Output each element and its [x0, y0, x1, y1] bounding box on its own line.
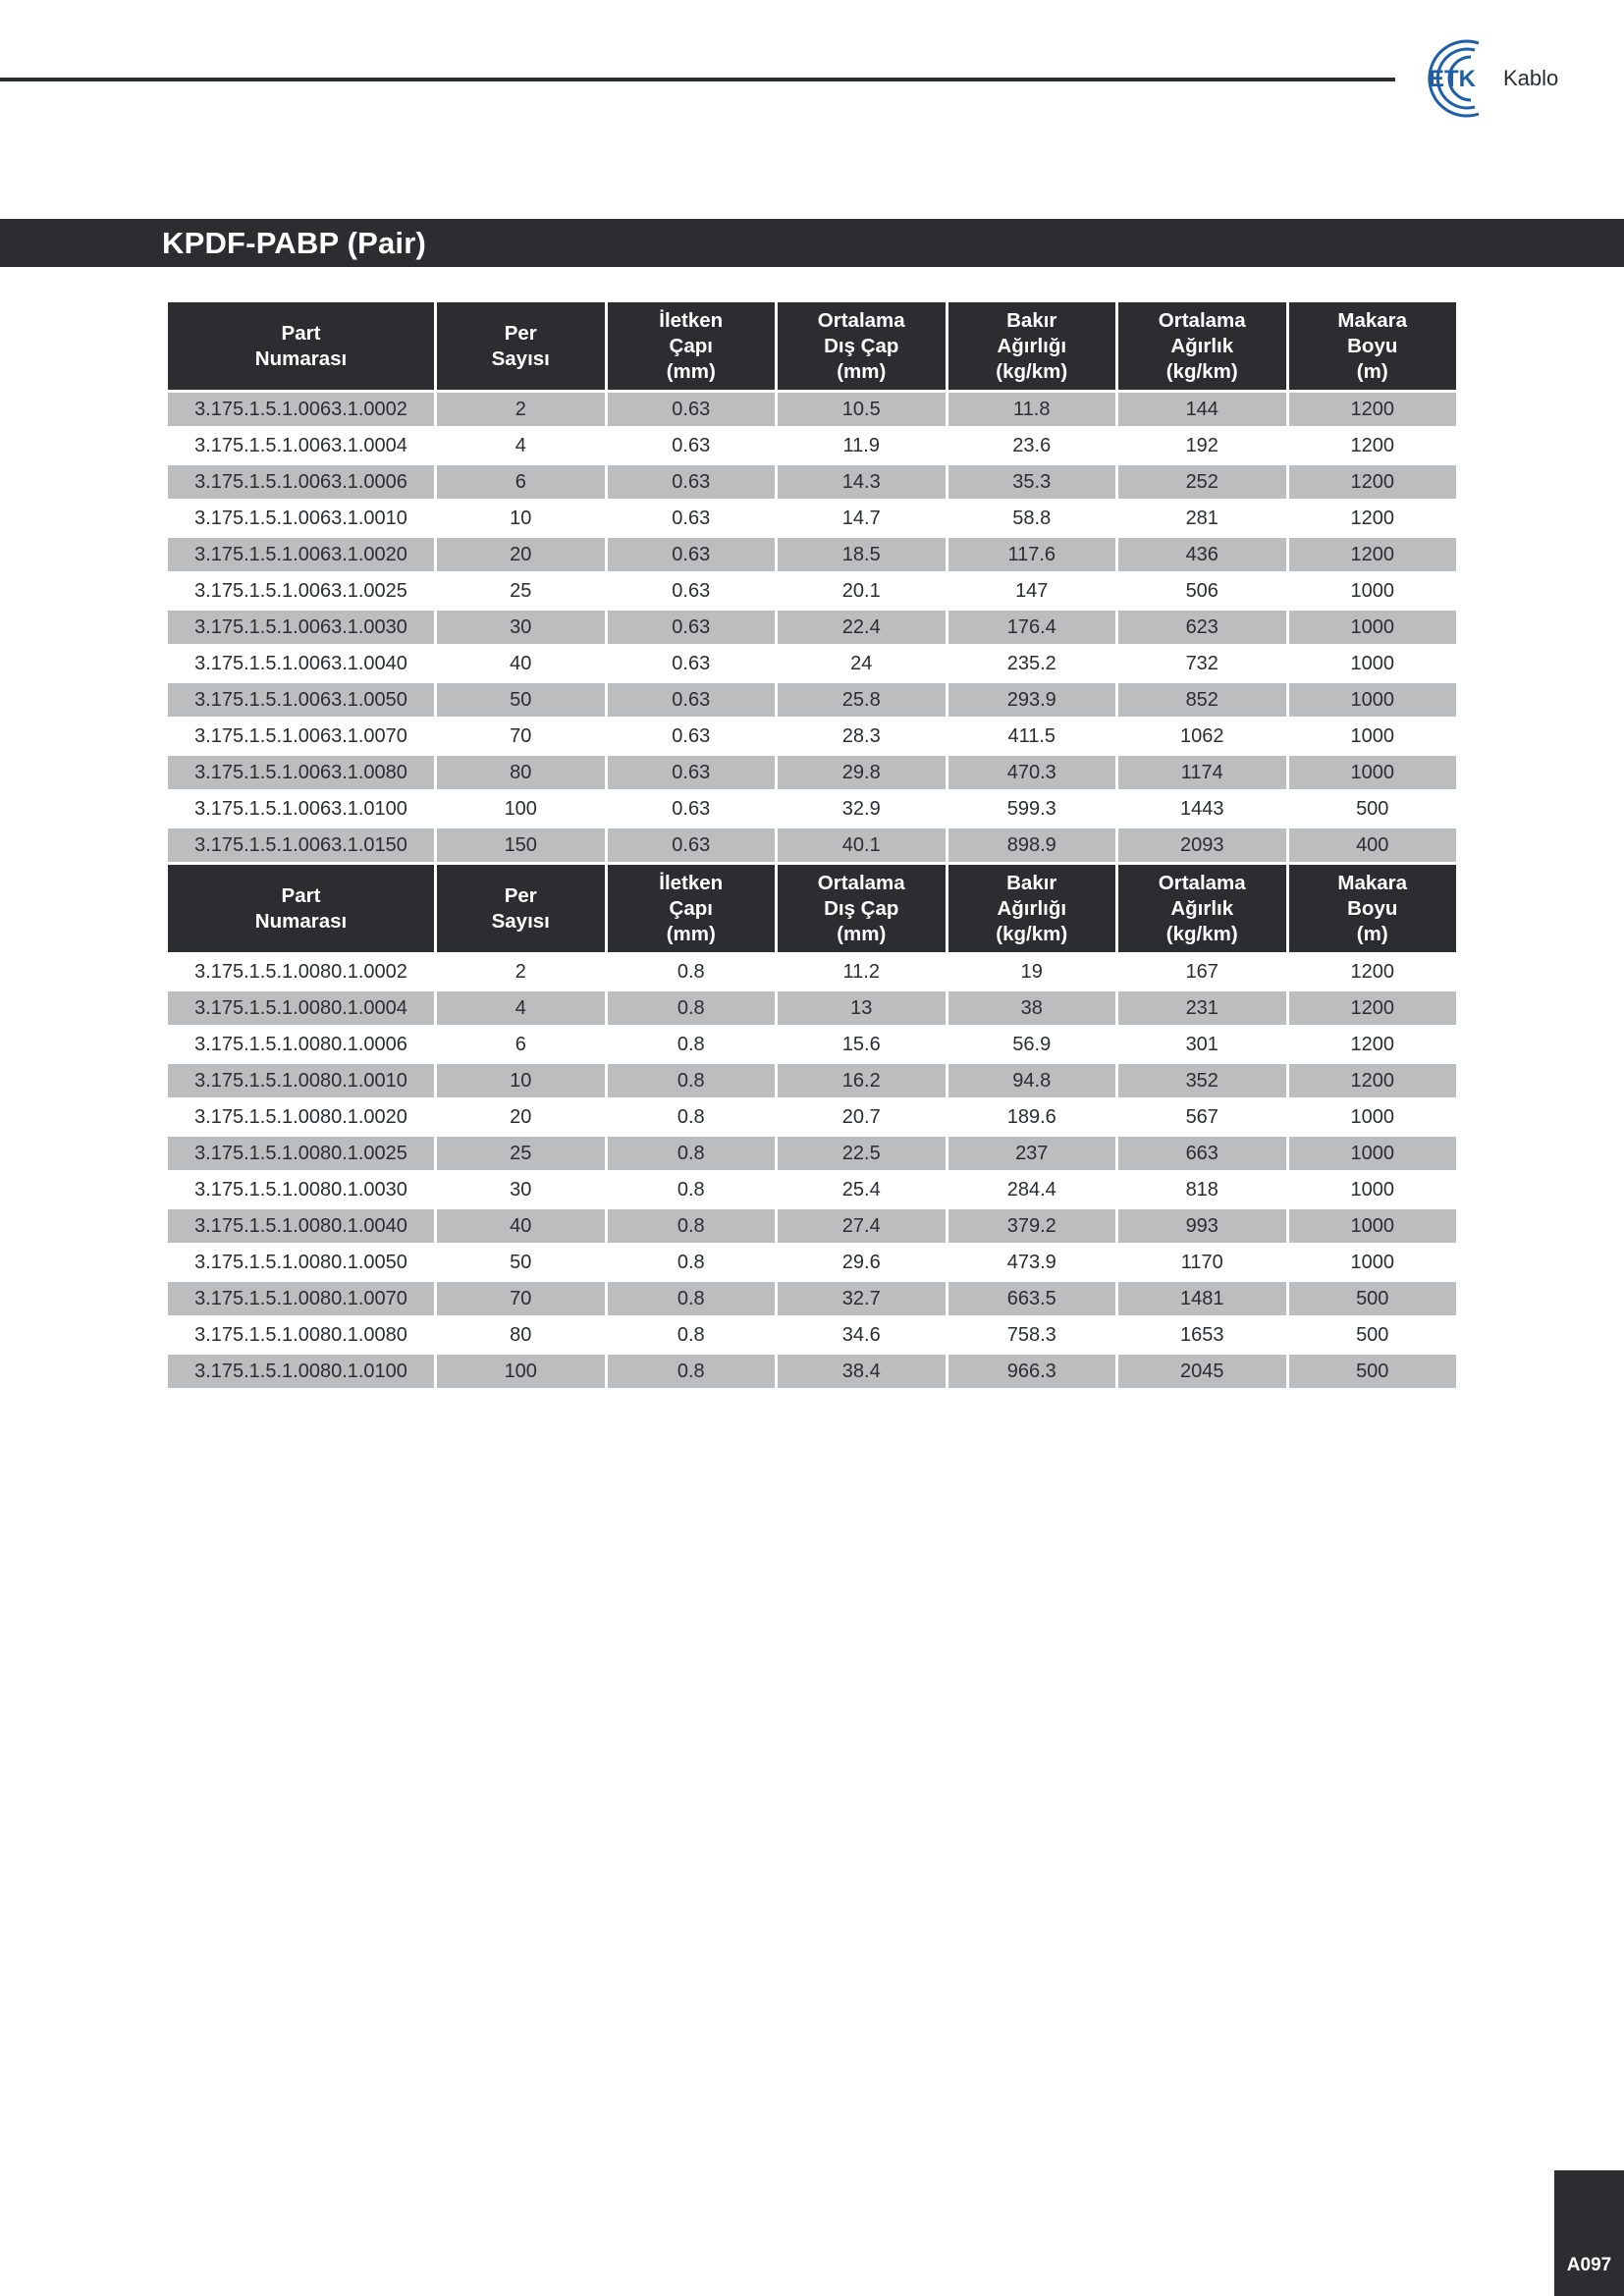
cell-pair-count: 150 [437, 828, 605, 862]
column-header-conductor-diameter [608, 302, 776, 390]
cell-outer-diameter: 38.4 [778, 1355, 946, 1388]
cell-pair-count: 25 [437, 574, 605, 608]
column-header-conductor-diameter [608, 865, 776, 952]
cell-average-weight: 818 [1118, 1173, 1286, 1206]
cell-part-number: 3.175.1.5.1.0080.1.0080 [168, 1318, 434, 1352]
cell-copper-weight: 58.8 [948, 502, 1116, 535]
cell-part-number: 3.175.1.5.1.0063.1.0010 [168, 502, 434, 535]
cell-reel-length: 1000 [1289, 647, 1457, 680]
table-row [168, 1355, 1456, 1388]
cell-outer-diameter: 20.1 [778, 574, 946, 608]
cell-conductor-diameter: 0.8 [608, 1173, 776, 1206]
column-header-line: Boyu [1347, 896, 1398, 920]
column-header-outer-diameter [778, 865, 946, 952]
cell-reel-length: 1000 [1289, 1137, 1457, 1170]
cell-part-number: 3.175.1.5.1.0080.1.0020 [168, 1100, 434, 1134]
column-header-line: (mm) [837, 922, 887, 945]
cell-conductor-diameter: 0.63 [608, 574, 776, 608]
cell-copper-weight: 38 [948, 991, 1116, 1025]
column-header-part-number [168, 865, 434, 952]
column-header-line: Dış Çap [824, 896, 899, 920]
cell-part-number: 3.175.1.5.1.0080.1.0050 [168, 1246, 434, 1279]
cell-conductor-diameter: 0.63 [608, 720, 776, 753]
cell-copper-weight: 284.4 [948, 1173, 1116, 1206]
column-header-line: (kg/km) [996, 359, 1068, 383]
cell-copper-weight: 11.8 [948, 393, 1116, 426]
page-title: KPDF-PABP (Pair) [162, 226, 427, 260]
cell-reel-length: 1200 [1289, 465, 1457, 499]
cell-conductor-diameter: 0.8 [608, 1209, 776, 1243]
table-row [168, 393, 1456, 426]
cell-average-weight: 1653 [1118, 1318, 1286, 1352]
cell-average-weight: 1062 [1118, 720, 1286, 753]
cell-conductor-diameter: 0.63 [608, 647, 776, 680]
column-header-line: (mm) [666, 359, 716, 383]
cell-pair-count: 10 [437, 502, 605, 535]
column-header-line: Boyu [1347, 334, 1398, 357]
column-header-line: (m) [1356, 359, 1388, 383]
column-header-line: (m) [1356, 922, 1388, 945]
column-header-line: Ortalama [1158, 871, 1246, 894]
cell-average-weight: 1443 [1118, 792, 1286, 826]
cell-average-weight: 252 [1118, 465, 1286, 499]
cell-reel-length: 1000 [1289, 720, 1457, 753]
cell-conductor-diameter: 0.63 [608, 828, 776, 862]
cell-outer-diameter: 40.1 [778, 828, 946, 862]
table-row [168, 1137, 1456, 1170]
cell-outer-diameter: 34.6 [778, 1318, 946, 1352]
cell-outer-diameter: 32.9 [778, 792, 946, 826]
cell-reel-length: 1200 [1289, 538, 1457, 571]
cell-copper-weight: 758.3 [948, 1318, 1116, 1352]
table-row [168, 647, 1456, 680]
cell-pair-count: 2 [437, 955, 605, 988]
cell-copper-weight: 470.3 [948, 756, 1116, 789]
cell-part-number: 3.175.1.5.1.0063.1.0150 [168, 828, 434, 862]
column-header-line: Ağırlık [1170, 896, 1234, 920]
cell-outer-diameter: 22.5 [778, 1137, 946, 1170]
title-band [0, 219, 1624, 267]
column-header-line: Part [281, 321, 321, 345]
cell-reel-length: 1200 [1289, 502, 1457, 535]
cell-copper-weight: 293.9 [948, 683, 1116, 717]
column-header-line: (kg/km) [996, 922, 1068, 945]
table-row [168, 574, 1456, 608]
cell-conductor-diameter: 0.63 [608, 756, 776, 789]
column-header-line: Ağırlığı [997, 896, 1067, 920]
cell-copper-weight: 966.3 [948, 1355, 1116, 1388]
cell-part-number: 3.175.1.5.1.0080.1.0004 [168, 991, 434, 1025]
cell-reel-length: 500 [1289, 1318, 1457, 1352]
table-row [168, 792, 1456, 826]
cell-outer-diameter: 28.3 [778, 720, 946, 753]
page-tab [1554, 2170, 1624, 2296]
cell-average-weight: 732 [1118, 647, 1286, 680]
cell-copper-weight: 663.5 [948, 1282, 1116, 1315]
cell-part-number: 3.175.1.5.1.0063.1.0080 [168, 756, 434, 789]
cell-copper-weight: 599.3 [948, 792, 1116, 826]
cell-conductor-diameter: 0.63 [608, 538, 776, 571]
cell-conductor-diameter: 0.63 [608, 393, 776, 426]
table-row [168, 611, 1456, 644]
cell-pair-count: 6 [437, 1028, 605, 1061]
column-header-line: Part [281, 883, 321, 907]
cell-conductor-diameter: 0.63 [608, 792, 776, 826]
column-header-part-number [168, 302, 434, 390]
column-header-line: Ortalama [1158, 308, 1246, 332]
cell-average-weight: 623 [1118, 611, 1286, 644]
column-header-outer-diameter [778, 302, 946, 390]
table-row [168, 1100, 1456, 1134]
cell-copper-weight: 117.6 [948, 538, 1116, 571]
column-header-copper-weight [948, 302, 1116, 390]
cell-outer-diameter: 29.6 [778, 1246, 946, 1279]
cell-part-number: 3.175.1.5.1.0063.1.0025 [168, 574, 434, 608]
cell-part-number: 3.175.1.5.1.0080.1.0070 [168, 1282, 434, 1315]
cell-reel-length: 1200 [1289, 393, 1457, 426]
cell-average-weight: 506 [1118, 574, 1286, 608]
column-header-line: Per [504, 883, 537, 907]
cell-part-number: 3.175.1.5.1.0063.1.0100 [168, 792, 434, 826]
cell-average-weight: 2093 [1118, 828, 1286, 862]
cell-part-number: 3.175.1.5.1.0080.1.0100 [168, 1355, 434, 1388]
cell-part-number: 3.175.1.5.1.0063.1.0020 [168, 538, 434, 571]
column-header-line: Ağırlık [1170, 334, 1234, 357]
cell-part-number: 3.175.1.5.1.0063.1.0070 [168, 720, 434, 753]
table-row [168, 828, 1456, 862]
column-header-line: Sayısı [491, 909, 550, 933]
cell-average-weight: 1170 [1118, 1246, 1286, 1279]
column-header-reel-length [1289, 302, 1457, 390]
cell-reel-length: 1200 [1289, 1028, 1457, 1061]
table-row [168, 1246, 1456, 1279]
column-header-line: Ağırlığı [997, 334, 1067, 357]
column-header-line: Ortalama [817, 871, 905, 894]
page-number: A097 [1566, 2255, 1612, 2275]
cell-reel-length: 1200 [1289, 991, 1457, 1025]
cell-outer-diameter: 14.3 [778, 465, 946, 499]
cell-outer-diameter: 20.7 [778, 1100, 946, 1134]
cell-average-weight: 167 [1118, 955, 1286, 988]
column-header-line: İletken [659, 308, 724, 332]
cell-average-weight: 231 [1118, 991, 1286, 1025]
cell-reel-length: 400 [1289, 828, 1457, 862]
cell-average-weight: 192 [1118, 429, 1286, 462]
cell-pair-count: 70 [437, 720, 605, 753]
cell-outer-diameter: 14.7 [778, 502, 946, 535]
cell-pair-count: 40 [437, 647, 605, 680]
cell-part-number: 3.175.1.5.1.0080.1.0010 [168, 1064, 434, 1097]
cell-average-weight: 852 [1118, 683, 1286, 717]
header-row [168, 865, 1456, 952]
cell-copper-weight: 19 [948, 955, 1116, 988]
cell-pair-count: 20 [437, 1100, 605, 1134]
cell-reel-length: 1000 [1289, 611, 1457, 644]
logo-mark-text: ETK [1429, 66, 1476, 92]
cell-reel-length: 500 [1289, 792, 1457, 826]
cell-copper-weight: 56.9 [948, 1028, 1116, 1061]
cell-copper-weight: 189.6 [948, 1100, 1116, 1134]
cell-outer-diameter: 24 [778, 647, 946, 680]
table-row [168, 465, 1456, 499]
cell-copper-weight: 411.5 [948, 720, 1116, 753]
cell-copper-weight: 35.3 [948, 465, 1116, 499]
cell-copper-weight: 23.6 [948, 429, 1116, 462]
cell-reel-length: 1000 [1289, 683, 1457, 717]
cell-conductor-diameter: 0.8 [608, 1100, 776, 1134]
table-row [168, 1064, 1456, 1097]
cell-copper-weight: 94.8 [948, 1064, 1116, 1097]
cell-pair-count: 70 [437, 1282, 605, 1315]
cell-part-number: 3.175.1.5.1.0080.1.0030 [168, 1173, 434, 1206]
column-header-line: Numarası [254, 909, 348, 933]
column-header-line: Bakır [1006, 308, 1057, 332]
table-row [168, 502, 1456, 535]
cell-conductor-diameter: 0.8 [608, 955, 776, 988]
column-header-average-weight [1118, 302, 1286, 390]
cell-conductor-diameter: 0.8 [608, 1282, 776, 1315]
cell-pair-count: 80 [437, 1318, 605, 1352]
table-row [168, 720, 1456, 753]
cell-copper-weight: 237 [948, 1137, 1116, 1170]
cell-reel-length: 1000 [1289, 1173, 1457, 1206]
header-row [168, 302, 1456, 390]
cell-pair-count: 100 [437, 792, 605, 826]
table-row [168, 955, 1456, 988]
cell-outer-diameter: 32.7 [778, 1282, 946, 1315]
cell-outer-diameter: 13 [778, 991, 946, 1025]
cell-reel-length: 1000 [1289, 1246, 1457, 1279]
cell-part-number: 3.175.1.5.1.0080.1.0040 [168, 1209, 434, 1243]
cell-reel-length: 1000 [1289, 1209, 1457, 1243]
column-header-copper-weight [948, 865, 1116, 952]
column-header-line: Numarası [254, 347, 348, 370]
cell-reel-length: 1000 [1289, 574, 1457, 608]
cell-conductor-diameter: 0.63 [608, 611, 776, 644]
cell-average-weight: 1174 [1118, 756, 1286, 789]
cell-conductor-diameter: 0.8 [608, 1064, 776, 1097]
cell-average-weight: 2045 [1118, 1355, 1286, 1388]
column-header-line: Dış Çap [824, 334, 899, 357]
table-row [168, 1318, 1456, 1352]
cell-outer-diameter: 25.8 [778, 683, 946, 717]
table-row [168, 683, 1456, 717]
cell-part-number: 3.175.1.5.1.0063.1.0040 [168, 647, 434, 680]
column-header-line: (kg/km) [1165, 922, 1238, 945]
column-header-line: (kg/km) [1165, 359, 1238, 383]
cell-conductor-diameter: 0.8 [608, 1318, 776, 1352]
cell-conductor-diameter: 0.8 [608, 1137, 776, 1170]
cell-pair-count: 4 [437, 429, 605, 462]
cell-part-number: 3.175.1.5.1.0063.1.0050 [168, 683, 434, 717]
column-header-reel-length [1289, 865, 1457, 952]
cell-reel-length: 1200 [1289, 1064, 1457, 1097]
cell-conductor-diameter: 0.8 [608, 1028, 776, 1061]
column-header-line: Per [504, 321, 537, 345]
cell-pair-count: 50 [437, 1246, 605, 1279]
cell-reel-length: 1000 [1289, 756, 1457, 789]
cell-average-weight: 993 [1118, 1209, 1286, 1243]
cell-average-weight: 352 [1118, 1064, 1286, 1097]
table-row [168, 429, 1456, 462]
cell-pair-count: 4 [437, 991, 605, 1025]
logo-word-text: Kablo [1503, 66, 1559, 90]
column-header-pair-count [437, 865, 605, 952]
cell-conductor-diameter: 0.63 [608, 502, 776, 535]
cell-copper-weight: 379.2 [948, 1209, 1116, 1243]
column-header-pair-count [437, 302, 605, 390]
cell-pair-count: 50 [437, 683, 605, 717]
cell-copper-weight: 473.9 [948, 1246, 1116, 1279]
cell-conductor-diameter: 0.63 [608, 429, 776, 462]
cell-copper-weight: 235.2 [948, 647, 1116, 680]
column-header-line: Çapı [669, 334, 713, 357]
cell-conductor-diameter: 0.63 [608, 465, 776, 499]
table-row [168, 1028, 1456, 1061]
cell-average-weight: 567 [1118, 1100, 1286, 1134]
cell-conductor-diameter: 0.63 [608, 683, 776, 717]
cell-outer-diameter: 25.4 [778, 1173, 946, 1206]
cell-outer-diameter: 11.9 [778, 429, 946, 462]
table-row [168, 538, 1456, 571]
cell-pair-count: 20 [437, 538, 605, 571]
table-row [168, 1282, 1456, 1315]
cell-conductor-diameter: 0.8 [608, 1355, 776, 1388]
cell-average-weight: 1481 [1118, 1282, 1286, 1315]
column-header-average-weight [1118, 865, 1286, 952]
cell-pair-count: 2 [437, 393, 605, 426]
column-header-line: Ortalama [817, 308, 905, 332]
cell-outer-diameter: 22.4 [778, 611, 946, 644]
cell-outer-diameter: 18.5 [778, 538, 946, 571]
cell-pair-count: 30 [437, 1173, 605, 1206]
etk-kablo-logo [1418, 37, 1595, 120]
cell-average-weight: 144 [1118, 393, 1286, 426]
spec-table [165, 299, 1459, 1391]
cell-reel-length: 500 [1289, 1282, 1457, 1315]
column-header-line: Makara [1337, 871, 1408, 894]
cell-outer-diameter: 11.2 [778, 955, 946, 988]
cell-reel-length: 1200 [1289, 955, 1457, 988]
cell-average-weight: 301 [1118, 1028, 1286, 1061]
etk-kablo-logo-icon [1418, 37, 1595, 120]
cell-conductor-diameter: 0.8 [608, 1246, 776, 1279]
cell-copper-weight: 147 [948, 574, 1116, 608]
cell-part-number: 3.175.1.5.1.0063.1.0002 [168, 393, 434, 426]
cell-reel-length: 1000 [1289, 1100, 1457, 1134]
column-header-line: (mm) [837, 359, 887, 383]
column-header-line: Sayısı [491, 347, 550, 370]
cell-pair-count: 40 [437, 1209, 605, 1243]
cell-outer-diameter: 16.2 [778, 1064, 946, 1097]
cell-part-number: 3.175.1.5.1.0063.1.0004 [168, 429, 434, 462]
cell-copper-weight: 176.4 [948, 611, 1116, 644]
cell-part-number: 3.175.1.5.1.0080.1.0025 [168, 1137, 434, 1170]
cell-part-number: 3.175.1.5.1.0063.1.0006 [168, 465, 434, 499]
cell-part-number: 3.175.1.5.1.0063.1.0030 [168, 611, 434, 644]
cell-copper-weight: 898.9 [948, 828, 1116, 862]
table-row [168, 1173, 1456, 1206]
table-row [168, 991, 1456, 1025]
cell-pair-count: 80 [437, 756, 605, 789]
cell-conductor-diameter: 0.8 [608, 991, 776, 1025]
header-rule [0, 78, 1395, 81]
cell-part-number: 3.175.1.5.1.0080.1.0006 [168, 1028, 434, 1061]
cell-pair-count: 30 [437, 611, 605, 644]
column-header-line: Makara [1337, 308, 1408, 332]
cell-outer-diameter: 27.4 [778, 1209, 946, 1243]
table-row [168, 1209, 1456, 1243]
cell-average-weight: 281 [1118, 502, 1286, 535]
cell-average-weight: 663 [1118, 1137, 1286, 1170]
table-row [168, 756, 1456, 789]
cell-average-weight: 436 [1118, 538, 1286, 571]
column-header-line: İletken [659, 871, 724, 894]
column-header-line: Çapı [669, 896, 713, 920]
cell-part-number: 3.175.1.5.1.0080.1.0002 [168, 955, 434, 988]
cell-pair-count: 100 [437, 1355, 605, 1388]
column-header-line: Bakır [1006, 871, 1057, 894]
cell-outer-diameter: 29.8 [778, 756, 946, 789]
cell-pair-count: 25 [437, 1137, 605, 1170]
cell-pair-count: 6 [437, 465, 605, 499]
cell-reel-length: 500 [1289, 1355, 1457, 1388]
column-header-line: (mm) [666, 922, 716, 945]
cell-outer-diameter: 10.5 [778, 393, 946, 426]
cell-pair-count: 10 [437, 1064, 605, 1097]
cell-reel-length: 1200 [1289, 429, 1457, 462]
cell-outer-diameter: 15.6 [778, 1028, 946, 1061]
